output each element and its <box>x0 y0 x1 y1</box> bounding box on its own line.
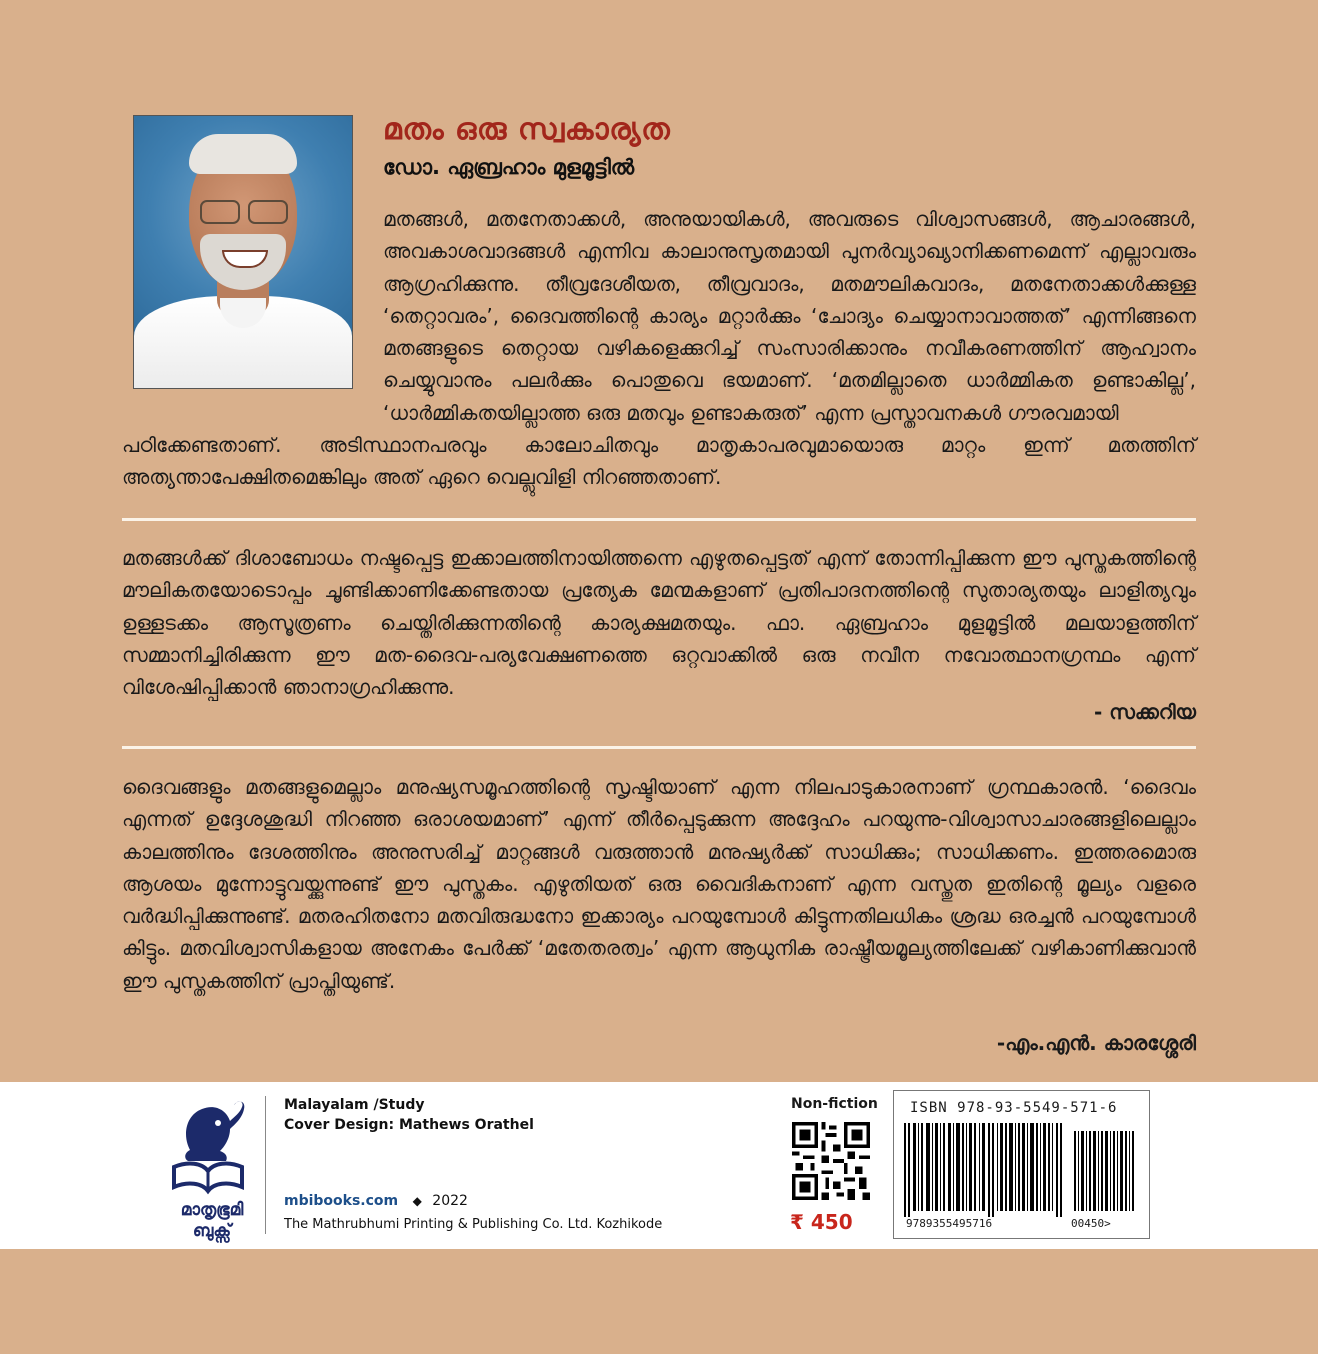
footer-panel <box>0 1082 1318 1249</box>
publisher-website-line <box>284 1193 468 1209</box>
barcode-box <box>893 1090 1150 1239</box>
quote-2-attribution: -എം.എൻ. കാരശ്ശേരി <box>996 1031 1196 1055</box>
blurb-paragraph-1a: മതങ്ങൾ, മതനേതാക്കൾ, അനുയായികൾ, അവരുടെ വിശ്വാസങ്ങൾ, ആചാരങ്ങൾ, അവകാശവാദങ്ങൾ എന്നിവ കാലാനുസൃതമായി പുനർവ്യാഖ്യാനിക്കണമെന്ന് എല്ലാവരും ആഗ്രഹിക്കുന്നു. തീവ്രദേശീയത, തീവ്രവാദം, മതമൗലികവാദം, മതനേതാക്കൾക്കുള്ള ‘തെറ്റാവരം’, ദൈവത്തിന്റെ കാര്യം മറ്റാർക്കും ‘ചോദ്യം ചെയ്യാനാവാത്തത്’ എന്നിങ്ങനെ മതങ്ങളുടെ തെറ്റായ വഴികളെക്കുറിച്ച് സംസാരിക്കാനും നവീകരണത്തിന് ആഹ്വാനം ചെയ്യുവാനും പലർക്കും പൊതുവെ ഭയമാണ്. ‘മതമില്ലാതെ ധാർമ്മികത ഉണ്ടാകില്ല’, ‘ധാർമ്മികതയില്ലാത്ത ഒരു മതവും ഉണ്ടാകരുത്’ എന്ന പ്രസ്താവനകൾ ഗൗരവമായി <box>383 207 1196 425</box>
publication-year: 2022 <box>432 1193 468 1209</box>
elephant-book-logo-icon <box>168 1095 248 1200</box>
genre-label: Non-fiction <box>791 1096 878 1112</box>
photo-glasses <box>200 200 288 222</box>
publisher-logo-text <box>162 1200 262 1242</box>
book-category: Malayalam /Study <box>284 1097 425 1113</box>
diamond-separator-icon: ◆ <box>412 1194 422 1208</box>
book-author: ഡോ. ഏബ്രഹാം മുളമൂട്ടിൽ <box>383 155 635 179</box>
cover-design-credit: Cover Design: Mathews Orathel <box>284 1117 534 1133</box>
barcode-number: 9789355495716 <box>906 1217 993 1230</box>
book-title: മതം ഒരു സ്വകാര്യത <box>383 112 671 147</box>
divider <box>122 746 1196 749</box>
photo-hair <box>189 134 297 174</box>
price-code: 00450> <box>1071 1217 1111 1230</box>
blurb-paragraph-1b: പഠിക്കേണ്ടതാണ്. അടിസ്ഥാനപരവും കാലോചിതവും മാതൃകാപരവുമായൊരു മാറ്റം ഇന്ന് മതത്തിന് അത്യന്താപേക്ഷിതമെങ്കിലും അത് ഏറെ വെല്ലുവിളി നിറഞ്ഞതാണ്. <box>122 433 1196 490</box>
website-link[interactable]: mbibooks.com <box>284 1193 399 1209</box>
barcode-icon <box>904 1123 1139 1217</box>
isbn-label: ISBN 978-93-5549-571-6 <box>910 1100 1118 1116</box>
printer-line: The Mathrubhumi Printing & Publishing Co. Ltd. Kozhikode <box>284 1217 663 1232</box>
price-label: ₹ 450 <box>790 1210 853 1234</box>
author-photo <box>133 115 353 389</box>
publisher-name-line2: ബുക്സ് <box>192 1221 232 1241</box>
publisher-name-line1: മാതൃഭൂമി <box>180 1200 244 1220</box>
quote-1-attribution: - സക്കറിയ <box>1093 700 1196 724</box>
divider <box>122 518 1196 521</box>
qr-code-icon <box>792 1122 870 1200</box>
footer-divider <box>265 1096 266 1234</box>
quote-2-text: ദൈവങ്ങളും മതങ്ങളുമെല്ലാം മനുഷ്യസമൂഹത്തിന്റെ സൃഷ്ടിയാണ് എന്ന നിലപാടുകാരനാണ് ഗ്രന്ഥകാരൻ. ‘ദൈവം എന്നത് ഉദ്ദേശശുദ്ധി നിറഞ്ഞ ഒരാശയമാണ്’ എന്ന് തീർപ്പെടുക്കുന്ന അദ്ദേഹം പറയുന്നു-വിശ്വാസാചാരങ്ങളിലെല്ലാം കാലത്തിനും ദേശത്തിനും അനുസരിച്ച് മാറ്റങ്ങൾ വരുത്താൻ മനുഷ്യർക്ക് സാധിക്കും; സാധിക്കണം. ഇത്തരമൊരു ആശയം മുന്നോട്ടുവയ്ക്കുന്നുണ്ട് ഈ പുസ്തകം. എഴുതിയത് ഒരു വൈദികനാണ് എന്ന വസ്തുത ഇതിന്റെ മൂല്യം വളരെ വർദ്ധിപ്പിക്കുന്നുണ്ട്. മതരഹിതനോ മതവിരുദ്ധനോ ഇക്കാര്യം പറയുമ്പോൾ കിട്ടുന്നതിലധികം ശ്രദ്ധ ഒരച്ചൻ പറയുമ്പോൾ കിട്ടും. മതവിശ്വാസികളായ അനേകം പേർക്ക് ‘മതേതരത്വം’ എന്ന ആധുനിക രാഷ്ട്രീയമൂല്യത്തിലേക്ക് വഴികാണിക്കുവാൻ ഈ പുസ്തകത്തിന് പ്രാപ്തിയുണ്ട്. <box>122 775 1196 993</box>
quote-1-text: മതങ്ങൾക്ക് ദിശാബോധം നഷ്ടപ്പെട്ട ഇക്കാലത്തിനായിത്തന്നെ എഴുതപ്പെട്ടത് എന്ന് തോന്നിപ്പിക്കുന്ന ഈ പുസ്തകത്തിന്റെ മൗലികതയോടൊപ്പം ചൂണ്ടിക്കാണിക്കേണ്ടതായ പ്രത്യേക മേന്മകളാണ് പ്രതിപാദനത്തിന്റെ സുതാര്യതയും ലാളിത്യവും ഉള്ളടക്കം ആസൂത്രണം ചെയ്തിരിക്കുന്നതിന്റെ കാര്യക്ഷമതയും. ഫാ. ഏബ്രഹാം മുളമൂട്ടിൽ മലയാളത്തിന് സമ്മാനിച്ചിരിക്കുന്ന ഈ മത-ദൈവ-പര്യവേക്ഷണത്തെ ഒറ്റവാക്കിൽ ഒരു നവീന നവോത്ഥാനഗ്രന്ഥം എന്ന് വിശേഷിപ്പിക്കാൻ ഞാനാഗ്രഹിക്കുന്നു. <box>122 546 1196 700</box>
